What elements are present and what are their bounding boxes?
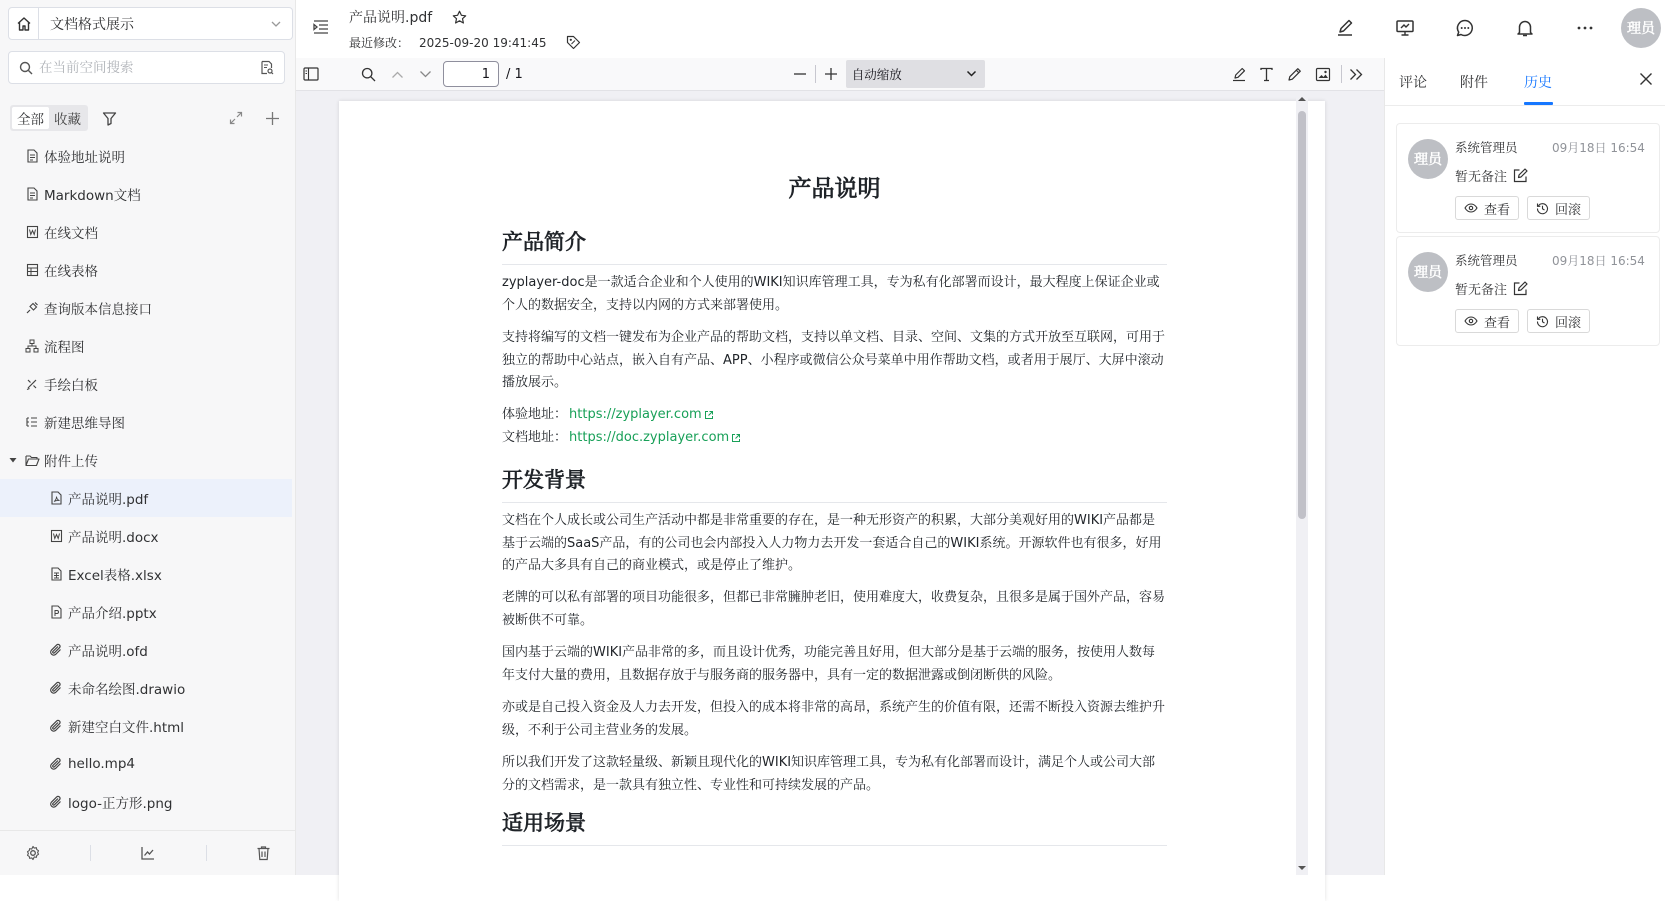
text-button[interactable] [1253, 58, 1281, 91]
sidebar-footer [0, 830, 296, 875]
tree-item-label: 在线表格 [44, 264, 98, 280]
pdf-title: 产品说明 [788, 176, 881, 202]
paragraph: 亦或是自己投入资金及人力去开发，但投入的成本将非常的高昂，系统产生的价值有限，还需不断投入资源去维护升级，不利于公司主营业务的发展。 [502, 700, 1166, 738]
attachment-icon [48, 794, 64, 810]
tree-item-label: 产品说明.docx [68, 530, 159, 546]
comment-icon [1455, 18, 1475, 38]
home-icon [16, 16, 32, 32]
present-button[interactable] [1375, 8, 1435, 48]
api-icon [24, 300, 40, 316]
tree-item-label: 新建思维导图 [44, 416, 125, 432]
paragraph: 所以我们开发了这款轻量级、新颖且现代化的WIKI知识库管理工具，专为私有化部署而设计，满足个人或公司大部分的文档需求，是一款具有独立性、专业性和可持续发展的产品。 [502, 755, 1156, 793]
zoom-in-button[interactable] [816, 58, 846, 91]
tab-all[interactable]: 全部 [12, 107, 49, 129]
search-icon [19, 61, 33, 75]
home-button[interactable] [8, 7, 39, 40]
ppt-icon [48, 604, 64, 620]
space-select[interactable] [39, 7, 293, 40]
history-time: 09月18日 16:54 [1552, 141, 1645, 155]
tree-item-label: 手绘白板 [44, 378, 98, 394]
rollback-label: 回滚 [1555, 315, 1582, 331]
plus-icon [824, 67, 838, 81]
tree-filter-tabs [10, 105, 88, 131]
add-image-button[interactable] [1309, 58, 1337, 91]
eye-icon [1464, 203, 1478, 213]
divider [206, 845, 207, 861]
tree-item[interactable] [0, 251, 296, 289]
text-icon [1259, 67, 1274, 82]
trash-icon[interactable] [256, 845, 271, 861]
modified-time: 2025-09-20 19:41:45 [419, 35, 547, 50]
scrollbar-thumb[interactable] [1298, 111, 1306, 519]
chevron-down-icon [966, 70, 977, 78]
divider [90, 845, 91, 861]
tree-filter-bar [10, 106, 286, 130]
tree-item-label: Excel表格.xlsx [68, 568, 162, 584]
tree-item[interactable] [0, 631, 296, 669]
tree-item-label: 产品说明.pdf [68, 492, 149, 508]
history-icon [1536, 315, 1549, 328]
doc-title-row [349, 7, 467, 27]
doc-icon [24, 148, 40, 164]
page-number-input[interactable] [443, 61, 499, 87]
tree-item[interactable] [0, 593, 296, 631]
tree-item[interactable] [0, 365, 296, 403]
excel-icon [48, 566, 64, 582]
history-time: 09月18日 16:54 [1552, 254, 1645, 268]
doc-label: 文档地址： [502, 430, 568, 445]
settings-icon[interactable] [25, 845, 41, 861]
pencil-icon [1287, 67, 1302, 82]
tree-folder-label: 附件上传 [44, 454, 98, 470]
tree-folder[interactable] [0, 441, 296, 479]
zoom-select[interactable] [846, 60, 985, 88]
chevron-up-icon [391, 70, 404, 79]
panel-tabs [1385, 58, 1665, 106]
section-heading: 产品简介 [502, 226, 1167, 265]
history-user: 系统管理员 [1455, 140, 1518, 155]
history-user: 系统管理员 [1455, 253, 1518, 268]
sidebar [0, 0, 296, 875]
history-note [1455, 166, 1528, 185]
rollback-button[interactable] [1527, 309, 1590, 333]
more-icon [1575, 18, 1595, 38]
scroll-up-icon [1296, 94, 1308, 104]
flowchart-icon [24, 338, 40, 354]
word-icon [24, 224, 40, 240]
tree-item-label: 体验地址说明 [44, 150, 125, 166]
tab-favorites[interactable]: 收藏 [54, 112, 81, 128]
tree-item-label: logo-正方形.png [68, 796, 173, 812]
zoom-out-button[interactable] [785, 58, 815, 91]
tree-item-label: 在线文档 [44, 226, 98, 242]
doc-link-line [502, 427, 741, 450]
viewer-scrollbar[interactable] [1296, 91, 1308, 875]
doc-tree [0, 137, 296, 821]
chevron-down-icon [270, 18, 282, 30]
tab-attachments[interactable]: 附件 [1460, 75, 1488, 91]
search-input[interactable] [39, 60, 259, 76]
view-label: 查看 [1484, 315, 1511, 331]
attachment-icon [48, 680, 64, 696]
more-button[interactable] [1555, 8, 1615, 48]
minus-icon [793, 67, 807, 81]
expand-all-icon[interactable] [229, 111, 243, 125]
tree-item-label: hello.mp4 [68, 756, 135, 772]
external-link-icon [731, 433, 741, 443]
paragraph: 老牌的可以私有部署的项目功能很多，但都已非常臃肿老旧，使用难度大，收费复杂，且很多是属于国外产品，容易被断供不可靠。 [502, 590, 1166, 628]
doc-title: 产品说明.pdf [349, 10, 433, 26]
filter-icon[interactable] [102, 111, 117, 126]
pdf-page [339, 101, 1325, 901]
tools-menu-button[interactable] [1342, 58, 1370, 91]
tree-item-label: 查询版本信息接口 [44, 302, 152, 318]
tree-item[interactable] [0, 213, 296, 251]
menu-fold-icon[interactable] [312, 19, 330, 35]
section-heading: 开发背景 [502, 464, 1167, 503]
tree-item[interactable] [0, 137, 296, 175]
stats-icon[interactable] [140, 845, 156, 861]
pdf-icon [48, 490, 64, 506]
chevron-down-icon [419, 70, 432, 79]
history-entry [1396, 123, 1660, 233]
pen-icon [1335, 18, 1355, 38]
history-panel [1384, 58, 1665, 875]
history-entry [1396, 236, 1660, 346]
tree-item[interactable] [0, 783, 296, 821]
add-icon[interactable] [265, 111, 280, 126]
edit-note-icon[interactable] [1513, 168, 1528, 183]
section-heading: 适用场景 [502, 807, 1167, 846]
bell-icon [1515, 18, 1535, 38]
caret-down-icon[interactable] [6, 456, 20, 464]
pdf-toolbar [296, 58, 1384, 91]
history-icon [1536, 202, 1549, 215]
attachment-icon [48, 756, 64, 772]
tree-item[interactable] [0, 669, 296, 707]
rollback-label: 回滚 [1555, 202, 1582, 218]
space-name: 文档格式展示 [50, 16, 134, 33]
find-button[interactable] [353, 58, 383, 91]
attachment-icon [48, 642, 64, 658]
modified-label: 最近修改： [349, 36, 410, 50]
tree-item[interactable] [0, 327, 296, 365]
tree-item-selected[interactable] [0, 479, 292, 517]
external-link-icon [704, 410, 714, 420]
comments-button[interactable] [1435, 8, 1495, 48]
tree-item[interactable] [0, 289, 296, 327]
header-actions [1315, 8, 1665, 48]
user-avatar[interactable]: 理员 [1621, 8, 1661, 48]
zoom-value: 自动缩放 [851, 67, 902, 82]
view-version-button[interactable] [1455, 196, 1519, 220]
word-icon [48, 528, 64, 544]
space-search [8, 51, 285, 84]
avatar: 理员 [1408, 139, 1448, 179]
tree-item-label: 产品说明.ofd [68, 644, 148, 660]
edit-note-icon[interactable] [1513, 281, 1528, 296]
demo-link-line [502, 404, 714, 427]
doc-meta [349, 34, 581, 51]
double-chevron-right-icon [1349, 68, 1363, 81]
tree-item-label: Markdown文档 [44, 188, 141, 204]
paragraph: zyplayer-doc是一款适合企业和个人使用的WIKI知识库管理工具，专为私有化部署而设计，最大程度上保证企业或个人的数据安全，支持以内网的方式来部署使用。 [502, 275, 1160, 313]
tree-item-label: 流程图 [44, 340, 85, 356]
search-content-icon[interactable] [259, 60, 274, 75]
tag-icon[interactable] [566, 35, 581, 50]
presentation-icon [1395, 18, 1415, 38]
paragraph: 支持将编写的文档一键发布为企业产品的帮助文档，支持以单文档、目录、空间、文集的方式开放至互联网，可用于独立的帮助中心站点，嵌入自有产品、APP、小程序或微信公众号菜单中用作帮助文档，或者用于展厅、大屏中滚动播放展示。 [502, 330, 1166, 390]
view-label: 查看 [1484, 202, 1511, 218]
close-icon[interactable] [1638, 71, 1654, 87]
active-tab-indicator [1524, 102, 1553, 105]
history-note [1455, 279, 1528, 298]
sidebar-toggle-icon [303, 67, 319, 81]
doc-header [296, 0, 1665, 58]
highlighter-icon [1231, 66, 1247, 82]
image-icon [1315, 67, 1331, 82]
doc-icon [24, 186, 40, 202]
toggle-sidebar-button[interactable] [296, 58, 326, 91]
notifications-button[interactable] [1495, 8, 1555, 48]
eye-icon [1464, 316, 1478, 326]
view-version-button[interactable] [1455, 309, 1519, 333]
scroll-down-icon [1296, 863, 1308, 873]
previous-page-button[interactable] [383, 58, 411, 91]
demo-label: 体验地址： [502, 407, 568, 422]
next-page-button[interactable] [411, 58, 439, 91]
search-icon [361, 67, 376, 82]
tree-item[interactable] [0, 403, 296, 441]
tree-item-label: 产品介绍.pptx [68, 606, 157, 622]
rollback-button[interactable] [1527, 196, 1590, 220]
tab-comments[interactable]: 评论 [1399, 75, 1427, 91]
doc-url: https://doc.zyplayer.com [569, 430, 730, 445]
tree-item[interactable] [0, 517, 296, 555]
history-note-text: 暂无备注 [1455, 283, 1508, 298]
folder-open-icon [24, 452, 40, 468]
tree-item-label: 未命名绘图.drawio [68, 682, 186, 698]
edit-button[interactable] [1315, 8, 1375, 48]
mindmap-icon [24, 414, 40, 430]
doc-link[interactable] [569, 427, 741, 450]
draw-button[interactable] [1281, 58, 1309, 91]
tree-item[interactable] [0, 745, 296, 783]
star-icon[interactable] [452, 10, 467, 25]
demo-link[interactable] [569, 404, 714, 427]
pdf-viewer [296, 58, 1384, 875]
tab-history[interactable]: 历史 [1524, 75, 1552, 91]
tree-item[interactable] [0, 555, 296, 593]
paragraph: 文档在个人成长或公司生产活动中都是非常重要的存在，是一种无形资产的积累，大部分美观好用的WIKI产品都是基于云端的SaaS产品，有的公司也会内部投入人力物力去开发一套适合自己的WIKI系统。开源软件也有很多，好用的产品大多具有自己的商业模式，或是停止了维护。 [502, 513, 1162, 573]
space-switcher [8, 7, 293, 40]
sheet-icon [24, 262, 40, 278]
avatar: 理员 [1408, 252, 1448, 292]
highlight-button[interactable] [1225, 58, 1253, 91]
tree-item[interactable] [0, 707, 296, 745]
attachment-icon [48, 718, 64, 734]
tree-item[interactable] [0, 175, 296, 213]
demo-url: https://zyplayer.com [569, 407, 702, 422]
tree-item-label: 新建空白文件.html [68, 720, 185, 736]
paragraph: 国内基于云端的WIKI产品非常的多，而且设计优秀，功能完善且好用，但大部分是基于云端的服务，按使用人数每年支付大量的费用，且数据存放于与服务商的服务器中，具有一定的数据泄露或倒闭断供的风险。 [502, 645, 1156, 683]
history-note-text: 暂无备注 [1455, 170, 1508, 185]
whiteboard-icon [24, 376, 40, 392]
page-count: / 1 [506, 66, 523, 82]
